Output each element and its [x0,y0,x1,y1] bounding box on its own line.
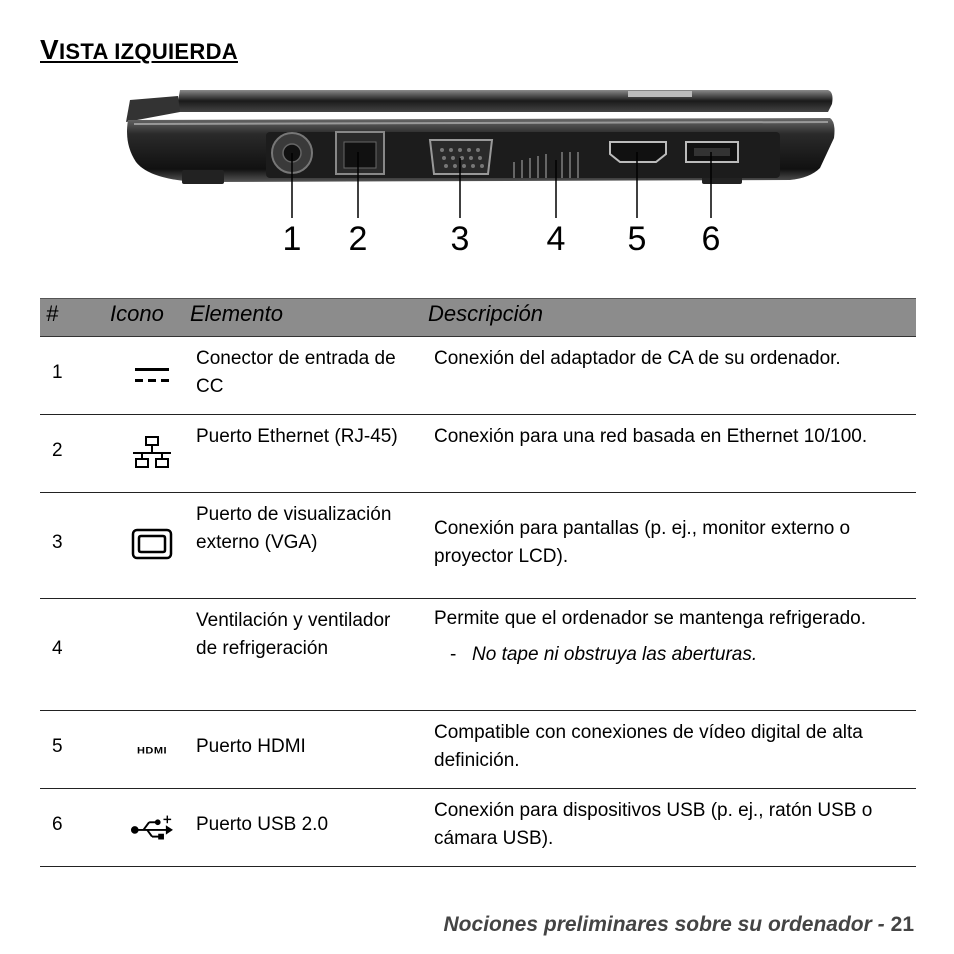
usb-icon [130,813,174,843]
table-row [40,789,916,867]
ports-table [40,298,916,867]
row-element: Puerto de visualización externo (VGA) [196,504,392,553]
callout-6: 6 [701,220,721,258]
row-num: 4 [52,638,63,659]
table-row [40,415,916,493]
ethernet-icon [130,435,174,471]
table-row [40,711,916,789]
heading-rest: ISTA IZQUIERDA [58,39,238,64]
heading-first-letter: V [40,34,59,65]
row-description: Conexión del adaptador de CA de su ordenador. [434,348,841,369]
page-number: 21 [890,913,914,936]
note-dash: - [450,644,457,665]
callout-2: 2 [348,220,368,258]
row-note [434,641,914,669]
row-description: Compatible con conexiones de vídeo digital de alta definición. [434,722,863,771]
row-num: 2 [52,440,63,461]
header-description: Descripción [428,301,543,326]
dc-in-icon [130,361,174,391]
page-footer [444,913,914,937]
row-description: Conexión para dispositivos USB (p. ej., ratón USB o cámara USB). [434,800,873,849]
row-description: Permite que el ordenador se mantenga refrigerado. [434,608,866,629]
row-description: Conexión para pantallas (p. ej., monitor externo o proyector LCD). [434,518,851,567]
callout-1: 1 [282,220,302,258]
table-header [40,298,916,337]
row-num: 6 [52,814,63,835]
row-description: Conexión para una red basada en Ethernet 10/100. [434,426,868,447]
row-description-block [434,605,914,669]
callout-4: 4 [546,220,566,258]
callout-3: 3 [450,220,470,258]
table-row [40,337,916,415]
header-icon: Icono [110,301,164,326]
footer-title: Nociones preliminares sobre su ordenador - [443,913,885,936]
note-text: No tape ni obstruya las aberturas. [472,644,758,665]
row-num: 3 [52,532,63,553]
row-element: Ventilación y ventilador de refrigeración [196,610,391,659]
section-heading [40,34,238,66]
row-element: Puerto Ethernet (RJ-45) [196,426,398,447]
row-element: Conector de entrada de CC [196,348,396,397]
row-num: 5 [52,736,63,757]
callout-5: 5 [627,220,647,258]
header-element: Elemento [190,301,283,326]
hdmi-icon [130,737,174,765]
row-element: Puerto HDMI [196,736,306,757]
hdmi-icon-text: HDMI [136,746,168,756]
table-row [40,493,916,599]
row-num: 1 [52,362,63,383]
table-row [40,599,916,711]
header-num: # [46,301,59,326]
row-element: Puerto USB 2.0 [196,814,329,835]
vga-icon [130,527,174,561]
